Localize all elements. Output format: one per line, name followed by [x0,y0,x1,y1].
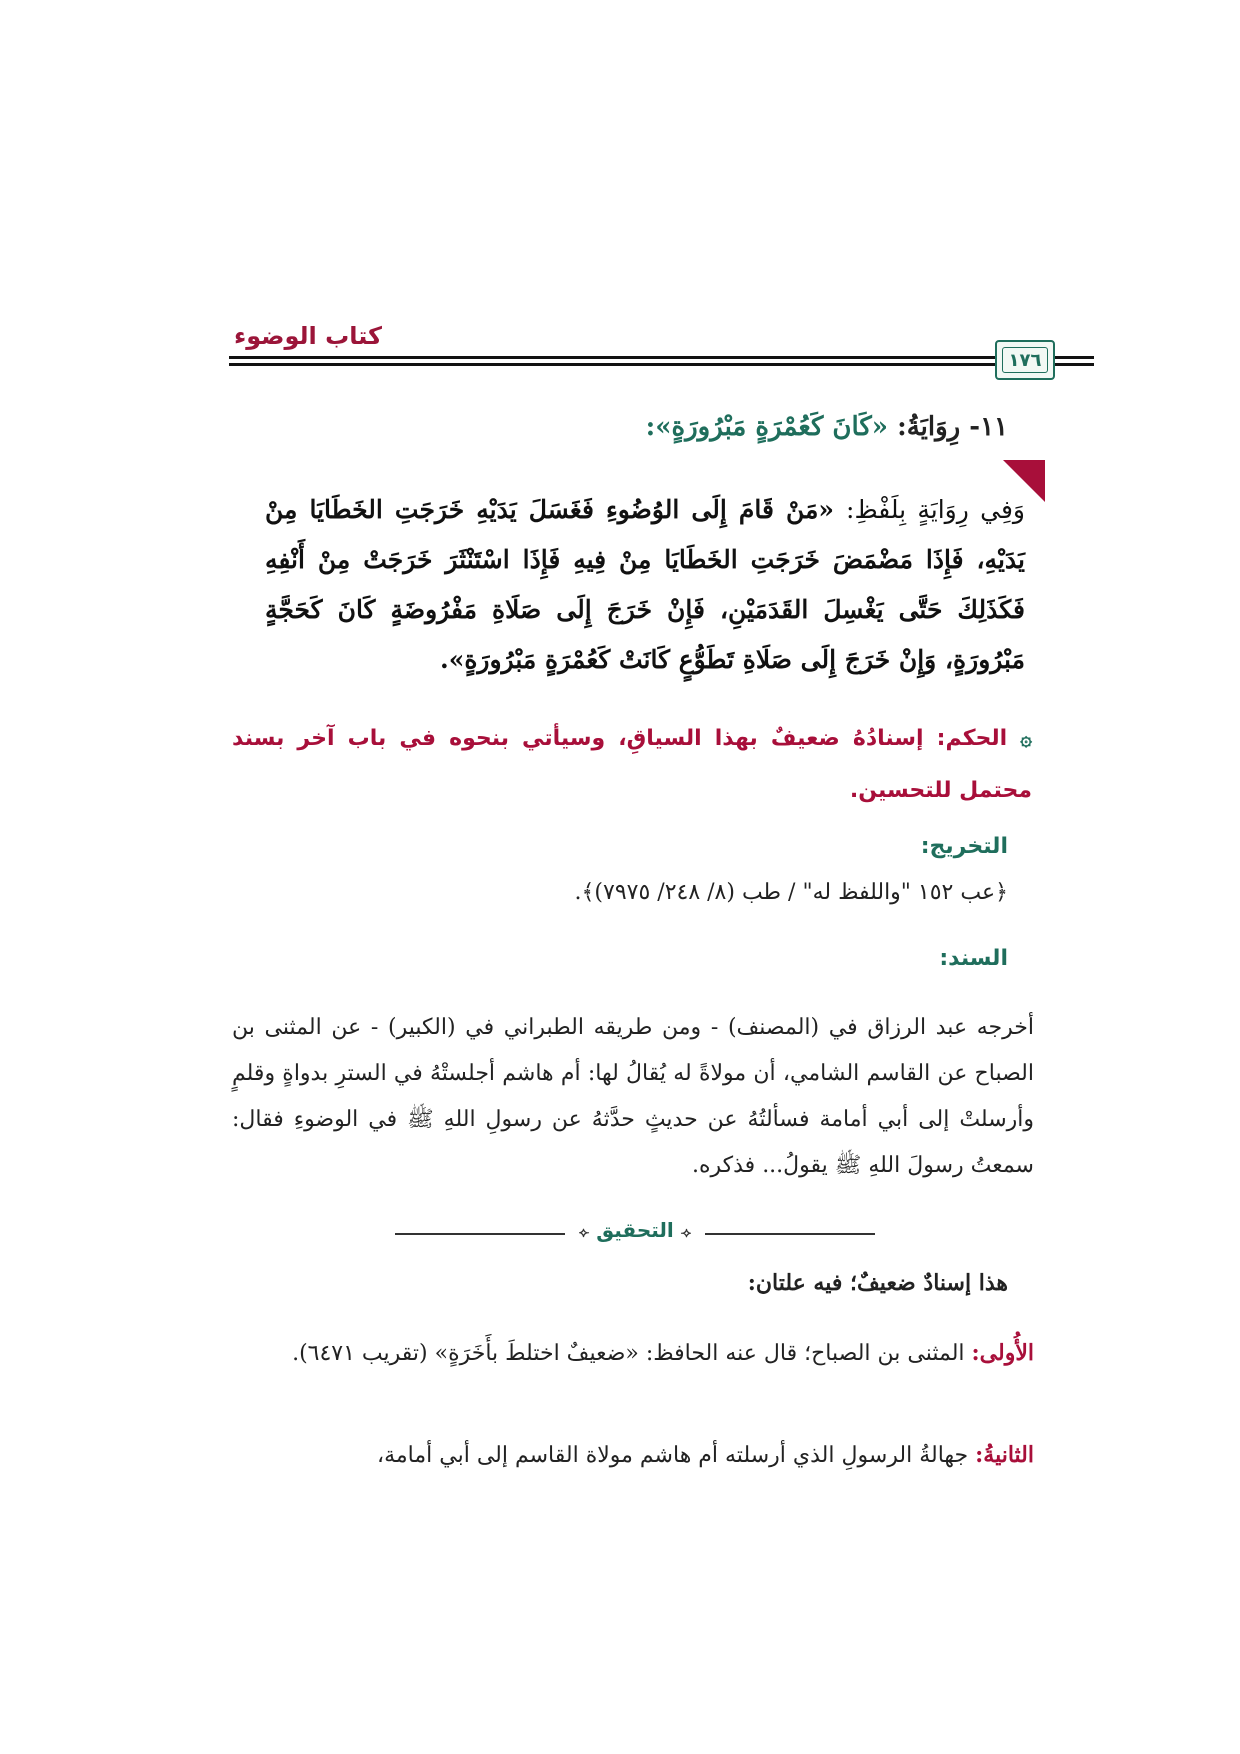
narration-heading [646,412,1008,442]
hadith-lead: وَفِي رِوَايَةٍ بِلَفْظِ: [846,495,1025,524]
illness-second-text: جهالةُ الرسولِ الذي أرسلته أم هاشم مولاة القاسم إلى أبي أمامة، [377,1443,969,1468]
flower-ornament-icon: ۞ [1020,726,1032,750]
ruling-text: إسنادُهُ ضعيفٌ بهذا السياقِ، وسيأتي بنحوه في باب آخر بسند محتمل للتحسين. [232,726,1032,803]
tahqiq-divider [395,1214,875,1254]
ruling-paragraph [232,712,1032,817]
takhrij-label: التخريج: [920,834,1008,859]
ornament-left-icon: ⟢ [578,1225,590,1241]
page-number-badge [995,340,1055,380]
illness-second-label: الثانيةُ: [975,1442,1034,1468]
header-rule-bottom [229,363,1031,366]
page-number: ١٧٦ [1002,347,1048,373]
sanad-text: أخرجه عبد الرزاق في (المصنف) - ومن طريقه الطبراني في (الكبير) - عن المثنى بن الصباح عن القاسم الشامي، أن مولاةً له يُقالُ لها: أم هاشم أجلستْهُ في السترِ بدواةٍ وقلمٍ وأرسلتْ إلى أبي أمامة فسألتُهُ عن حديثٍ حدَّثهُ عن رسولِ اللهِ ﷺ في الوضوءِ فقال: سمعتُ رسولَ اللهِ ﷺ يقولُ... فذكره. [232,1015,1034,1178]
header-rule-right-bottom [1054,363,1094,366]
hadith-body: «مَنْ قَامَ إِلَى الوُضُوءِ فَغَسَلَ يَدَيْهِ خَرَجَتِ الخَطَايَا مِنْ يَدَيْهِ، فَإِذَا مَضْمَضَ خَرَجَتِ الخَطَايَا مِنْ فِيهِ فَإِذَا اسْتَنْثَرَ خَرَجَتْ مِنْ أَنْفِهِ فَكَذَلِكَ حَتَّى يَغْسِلَ القَدَمَيْنِ، فَإِنْ خَرَجَ إِلَى صَلَاةِ مَفْرُوضَةٍ كَانَ كَحَجَّةٍ مَبْرُورَةٍ، وَإِنْ خَرَجَ إِلَى صَلَاةِ تَطَوُّعٍ كَانَتْ كَعُمْرَةٍ مَبْرُورَةٍ». [265,495,1025,674]
narration-label: رِوَايَةُ: [897,412,961,442]
takhrij-text: ﴿عب ١٥٢ "واللفظ له" / طب (٨/ ٢٤٨/ ٧٩٧٥)﴾. [574,880,1008,905]
narration-number: ١١- [969,412,1008,442]
illness-first-text: المثنى بن الصباح؛ قال عنه الحافظ: «ضعيفٌ اختلطَ بأَخَرَةٍ» (تقريب ٦٤٧١). [292,1341,965,1366]
hadith-text [265,485,1025,685]
running-header-title: كتاب الوضوء [233,322,382,350]
header-rule-right-top [1054,356,1094,359]
illness-second [232,1432,1034,1479]
tahqiq-title-text: التحقيق [596,1218,674,1242]
narration-title: «كَانَ كَعُمْرَةٍ مَبْرُورَةٍ»: [645,412,889,442]
ruling-label: الحكم: [936,726,1008,751]
illness-first [232,1330,1034,1377]
tahqiq-title [395,1218,875,1242]
illness-first-label: الأُولى: [971,1340,1034,1366]
header-rule-top [229,356,1031,359]
ornament-right-icon: ⟣ [680,1225,692,1241]
sanad-label: السند: [939,946,1008,971]
tahqiq-intro: هذا إسنادٌ ضعيفٌ؛ فيه علتان: [747,1270,1008,1296]
